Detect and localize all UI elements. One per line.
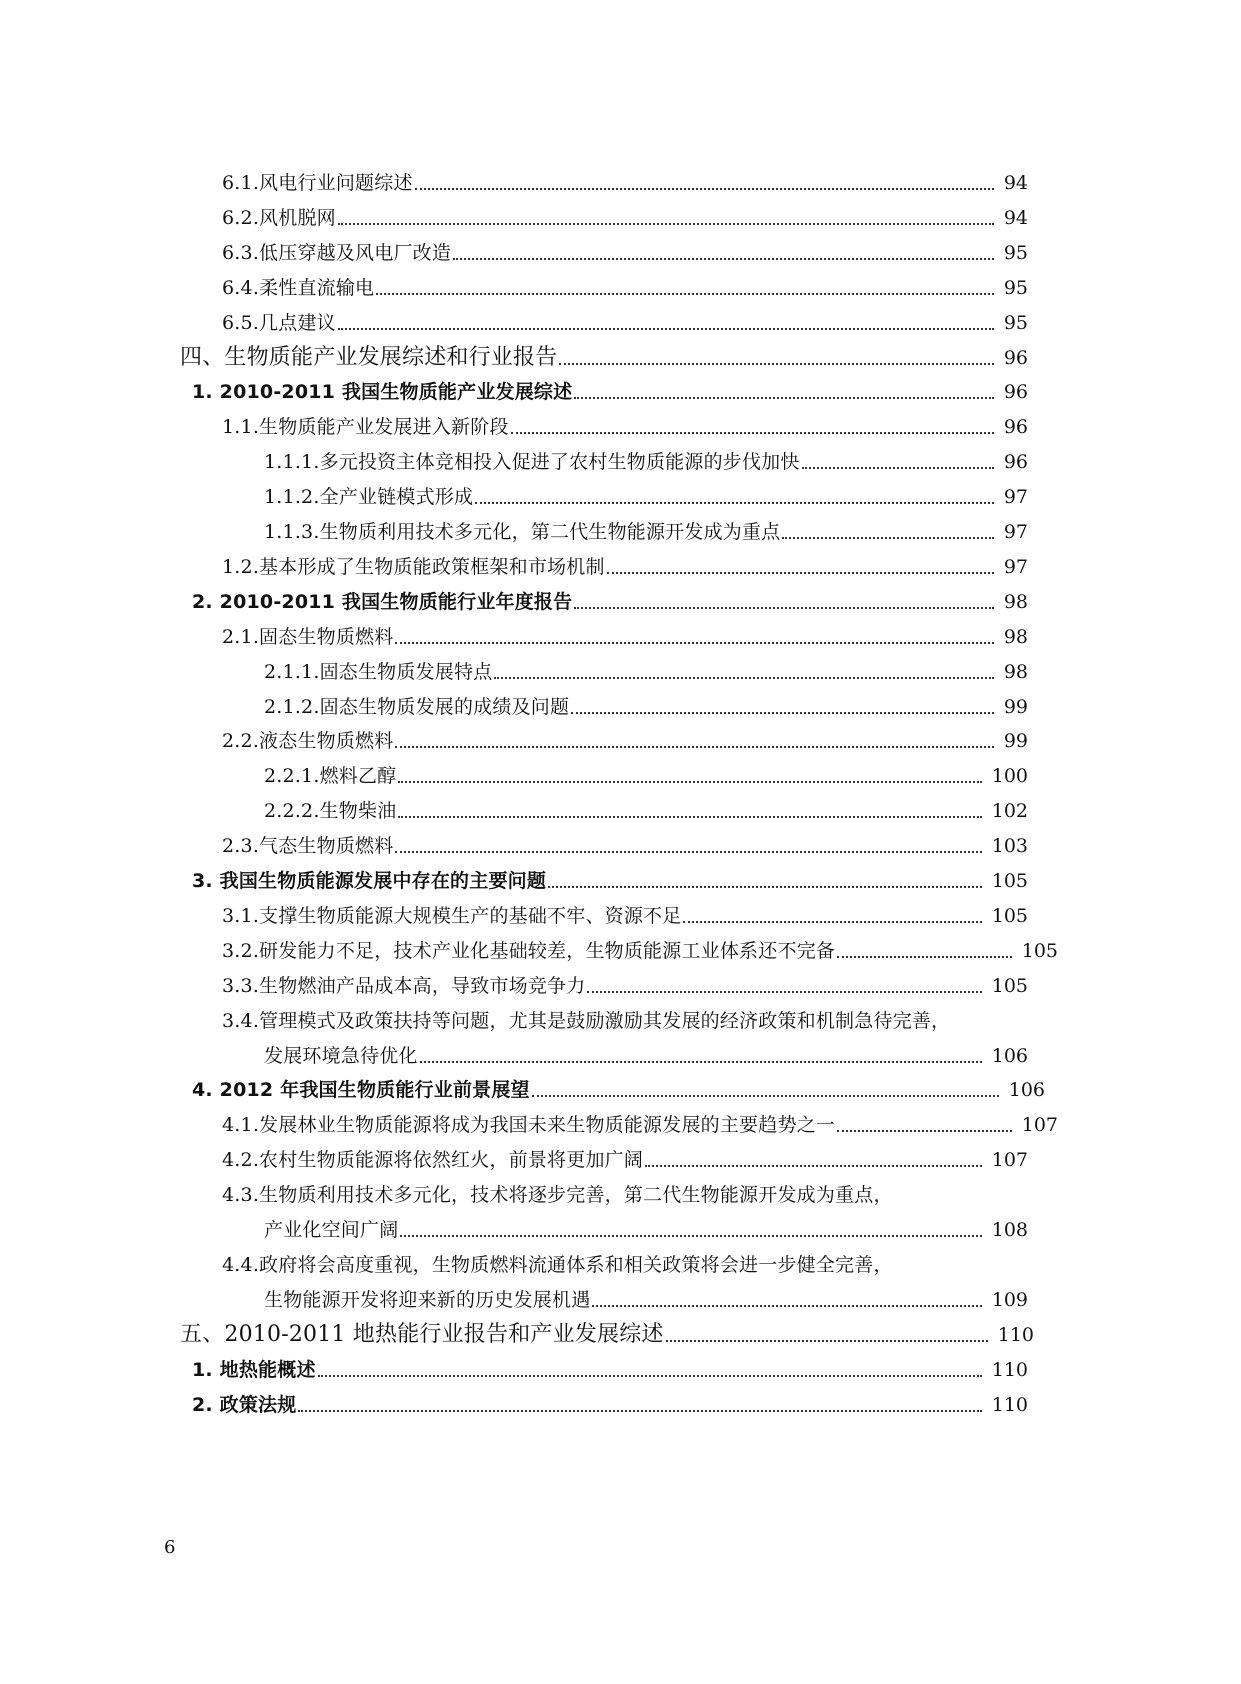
toc-entry-page: 105 <box>991 904 1028 927</box>
toc-entry-page: 94 <box>1003 172 1028 194</box>
dot-leader <box>376 292 994 295</box>
toc-entry <box>222 1174 1028 1208</box>
toc-entry <box>222 930 1058 964</box>
toc-entry-page: 110 <box>991 1358 1028 1381</box>
dot-leader <box>837 1129 1012 1132</box>
toc-entry <box>192 1349 1028 1383</box>
dot-leader <box>592 1304 981 1307</box>
toc-entry-title: 1.1.1.多元投资主体竞相投入促进了农村生物质能源的步伐加快 <box>264 451 800 474</box>
toc-entry-page: 107 <box>991 1149 1028 1172</box>
toc-entry-title: 3.4.管理模式及政策扶持等问题，尤其是鼓励激励其发展的经济政策和机制急待完善， <box>222 1009 951 1032</box>
toc-entry-title: 1. 2010-2011 我国生物质能产业发展综述 <box>192 381 573 404</box>
toc-entry-title: 4.2.农村生物质能源将依然红火，前景将更加广阔 <box>222 1149 644 1172</box>
toc-entry <box>222 895 1028 929</box>
toc-entry-title: 五、2010-2011 地热能行业报告和产业发展综述 <box>180 1321 664 1347</box>
toc-entry-title: 2.1.固态生物质燃料 <box>222 625 394 648</box>
toc-entry-title: 6.5.几点建议 <box>222 311 336 334</box>
toc-entry-page: 95 <box>1003 241 1028 264</box>
toc-entry <box>264 476 1028 510</box>
toc-entry-title: 四、生物质能产业发展综述和行业报告 <box>180 344 558 370</box>
toc-entry-title: 产业化空间广阔 <box>264 1219 399 1241</box>
dot-leader <box>475 501 994 504</box>
toc-entry-page: 99 <box>1003 695 1028 718</box>
toc-entry-title: 2.1.1.固态生物质发展特点 <box>264 660 493 683</box>
toc-entry <box>264 441 1028 475</box>
dot-leader <box>587 990 981 993</box>
toc-entry-title: 4. 2012 年我国生物质能行业前景展望 <box>192 1079 530 1102</box>
toc-entry-title: 2.2.液态生物质燃料 <box>222 730 394 753</box>
dot-leader <box>574 606 993 609</box>
toc-entry <box>264 686 1028 720</box>
dot-leader <box>607 571 994 574</box>
toc-entry <box>192 581 1028 615</box>
toc-entry-page: 102 <box>991 800 1028 823</box>
dot-leader <box>400 1234 981 1237</box>
toc-entry <box>222 267 1028 301</box>
toc-entry <box>222 1000 1028 1034</box>
toc-entry <box>222 406 1028 440</box>
toc-entry-page: 110 <box>997 1323 1034 1346</box>
toc-entry-page: 95 <box>1003 311 1028 334</box>
toc-entry <box>192 371 1028 405</box>
toc-entry <box>192 1069 1045 1103</box>
dot-leader <box>398 780 981 783</box>
toc-entry-title: 2.2.1.燃料乙醇 <box>264 765 397 788</box>
toc-entry-page: 96 <box>1003 416 1028 439</box>
toc-entry-title: 4.4.政府将会高度重视，生物质燃料流通体系和相关政策将会进一步健全完善， <box>222 1253 893 1276</box>
toc-entry-page: 97 <box>1003 486 1028 509</box>
toc-entry <box>264 1209 1028 1243</box>
toc-entry-page: 107 <box>1021 1114 1058 1137</box>
dot-leader <box>494 676 993 679</box>
toc-entry-title: 1.1.生物质能产业发展进入新阶段 <box>222 416 509 439</box>
toc-entry-title: 1.1.3.生物质利用技术多元化，第二代生物能源开发成为重点 <box>264 521 781 543</box>
toc-entry-title: 1.2.基本形成了生物质能政策框架和市场机制 <box>222 555 605 578</box>
toc-entry-title: 生物能源开发将迎来新的历史发展机遇 <box>264 1288 591 1311</box>
toc-entry <box>264 511 1028 545</box>
toc-entry <box>222 232 1028 266</box>
toc-entry <box>222 616 1028 650</box>
toc-entry-page: 106 <box>991 1044 1028 1067</box>
toc-entry-title: 6.1.风电行业问题综述 <box>222 172 413 194</box>
toc-entry-title: 3.1.支撑生物质能源大规模生产的基础不牢、资源不足 <box>222 904 682 927</box>
toc-entry-title: 4.1.发展林业生物质能源将成为我国未来生物质能源发展的主要趋势之一 <box>222 1114 836 1137</box>
toc-entry <box>222 825 1028 859</box>
toc-entry-page: 99 <box>1003 730 1028 753</box>
toc-entry-title: 3.3.生物燃油产品成本高，导致市场竞争力 <box>222 974 586 997</box>
toc-entry <box>264 1035 1028 1069</box>
dot-leader <box>571 711 994 714</box>
dot-leader <box>645 1164 982 1167</box>
dot-leader <box>782 536 993 539</box>
toc-entry-page: 96 <box>1003 451 1028 474</box>
toc-entry <box>222 302 1028 336</box>
toc-entry-page: 96 <box>1003 381 1028 404</box>
toc-entry <box>222 965 1028 999</box>
toc-entry-page: 105 <box>1021 939 1058 962</box>
toc-entry-title: 2.3.气态生物质燃料 <box>222 835 394 858</box>
toc-entry <box>222 546 1028 580</box>
toc-entry <box>192 860 1028 894</box>
dot-leader <box>415 187 994 190</box>
dot-leader <box>395 850 981 853</box>
toc-entry-title: 2.1.2.固态生物质发展的成绩及问题 <box>264 695 570 718</box>
toc-entry-title: 4.3.生物质利用技术多元化，技术将逐步完善，第二代生物能源开发成为重点， <box>222 1184 893 1207</box>
toc-entry-page: 98 <box>1003 660 1028 683</box>
toc-entry <box>180 337 1028 371</box>
toc-entry-title: 6.3.低压穿越及风电厂改造 <box>222 241 452 264</box>
toc-entry <box>264 755 1028 789</box>
dot-leader <box>683 920 981 923</box>
toc-entry <box>222 1244 1028 1278</box>
toc-entry <box>222 197 1028 231</box>
toc-entry-page: 95 <box>1003 276 1028 299</box>
toc-entry <box>192 1384 1028 1418</box>
dot-leader <box>574 396 993 399</box>
toc-entry-page: 106 <box>1008 1079 1045 1102</box>
toc-entry-page: 110 <box>991 1393 1028 1416</box>
dot-leader <box>298 1409 981 1412</box>
toc-entry <box>180 1314 1034 1348</box>
toc-entry <box>264 651 1028 685</box>
dot-leader <box>802 466 994 469</box>
toc-entry-page: 98 <box>1003 590 1028 613</box>
toc-entry-page: 94 <box>1003 206 1028 229</box>
toc-entry-title: 2.2.2.生物柴油 <box>264 800 397 823</box>
dot-leader <box>532 1094 999 1097</box>
dot-leader <box>395 641 993 644</box>
dot-leader <box>548 885 982 888</box>
toc-entry <box>222 1139 1028 1173</box>
dot-leader <box>511 431 994 434</box>
toc-entry-title: 6.2.风机脱网 <box>222 206 336 229</box>
toc-entry <box>264 790 1028 824</box>
dot-leader <box>338 222 994 225</box>
page-number: 6 <box>164 1537 176 1558</box>
toc-entry-page: 97 <box>1003 521 1028 543</box>
toc-entry <box>222 1104 1058 1138</box>
toc-entry-page: 103 <box>991 835 1028 858</box>
toc-entry-page: 105 <box>991 974 1028 997</box>
dot-leader <box>666 1339 988 1342</box>
toc-entry <box>222 162 1028 196</box>
toc-entry-title: 2. 2010-2011 我国生物质能行业年度报告 <box>192 590 573 613</box>
toc-entry-page: 96 <box>1003 346 1028 369</box>
dot-leader <box>837 955 1012 958</box>
dot-leader <box>395 745 993 748</box>
dot-leader <box>318 1374 982 1377</box>
toc-entry-page: 105 <box>991 870 1028 892</box>
toc-entry-title: 2. 政策法规 <box>192 1393 297 1416</box>
toc-entry-title: 1.1.2.全产业链模式形成 <box>264 486 474 509</box>
toc-entry <box>222 720 1028 754</box>
toc-entry-title: 3.2.研发能力不足，技术产业化基础较差，生物质能源工业体系还不完备 <box>222 939 836 962</box>
toc-entry-page: 109 <box>991 1288 1028 1311</box>
toc-entry-title: 发展环境急待优化 <box>264 1044 418 1067</box>
dot-leader <box>420 1060 982 1063</box>
toc-entry-page: 98 <box>1003 625 1028 648</box>
toc-entry <box>264 1279 1028 1313</box>
dot-leader <box>453 257 994 260</box>
dot-leader <box>559 362 993 365</box>
dot-leader <box>398 815 981 818</box>
toc-entry-title: 6.4.柔性直流输电 <box>222 276 375 299</box>
toc-entry-page: 100 <box>991 765 1028 788</box>
toc-entry-title: 3. 我国生物质能源发展中存在的主要问题 <box>192 870 547 892</box>
dot-leader <box>338 327 994 330</box>
toc-entry-page: 97 <box>1003 555 1028 578</box>
toc-entry-title: 1. 地热能概述 <box>192 1358 316 1381</box>
toc-entry-page: 108 <box>991 1219 1028 1241</box>
